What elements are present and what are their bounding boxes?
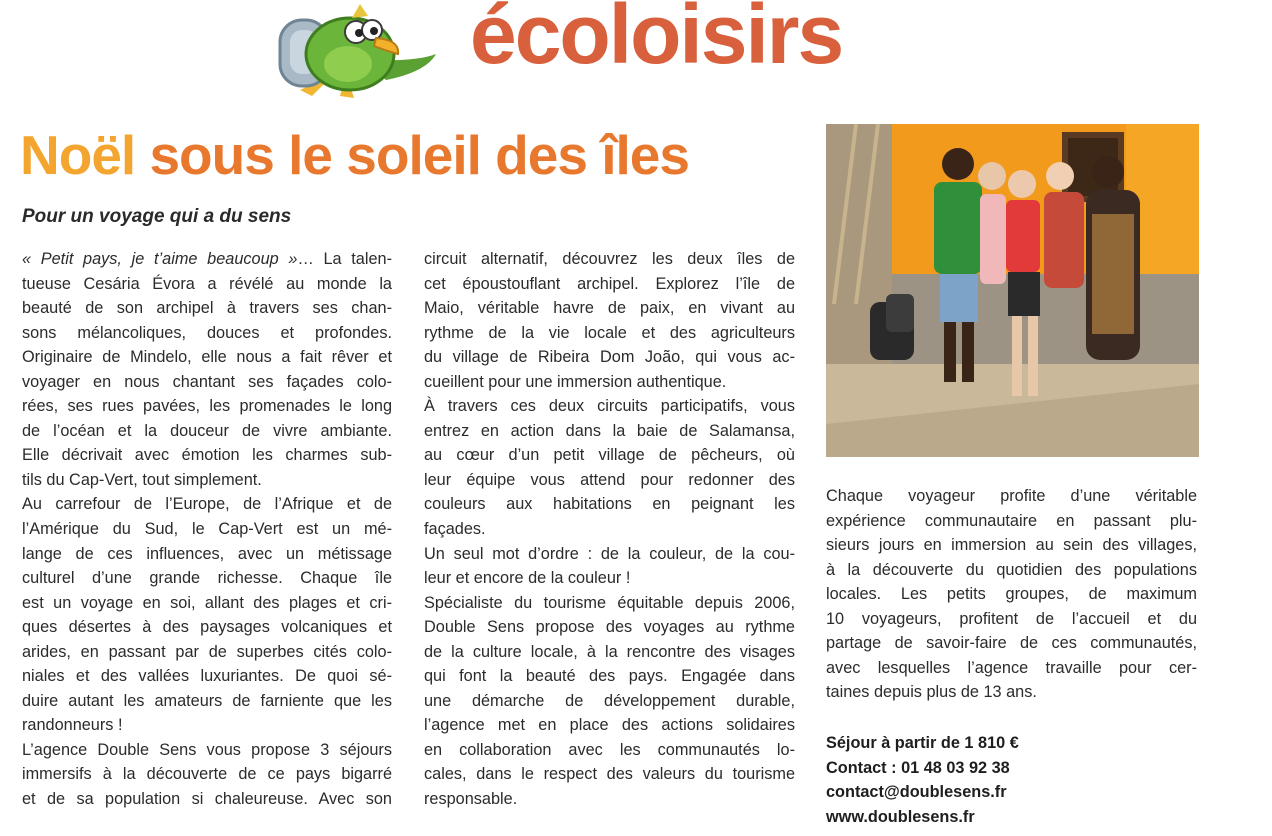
- text-line: locales. Les petits groupes, de maximum: [826, 585, 1197, 604]
- text-line: de l’océan et la douceur de vivre ambiante.: [22, 421, 392, 440]
- text-line: voyager en nous chantant ses façades colo-: [22, 372, 392, 391]
- text-line: rées, ses rues pavées, les promenades le long: [22, 397, 392, 416]
- text-line: en collaboration avec les communautés lo-: [424, 740, 795, 759]
- website-link[interactable]: www.doublesens.fr: [826, 807, 975, 826]
- text-line: à la découverte du quotidien des populations: [826, 560, 1197, 579]
- phone-info: Contact : 01 48 03 92 38: [826, 758, 1010, 777]
- text-line: tils du Cap-Vert, tout simplement.: [22, 470, 262, 489]
- article-subtitle: Pour un voyage qui a du sens: [22, 206, 292, 227]
- text-line: 10 voyageurs, profitent de l’accueil et du: [826, 609, 1197, 628]
- text-line: niales et des vallées luxuriantes. De quoi sé-: [22, 667, 392, 686]
- text-line: une démarche de développement durable,: [424, 691, 795, 710]
- text-line: partage de savoir-faire de ces communautés,: [826, 634, 1197, 653]
- article-column-3: [826, 484, 1197, 705]
- headline-word-noel: Noël: [20, 124, 136, 186]
- text-line: ques désertes à des paysages volcaniques et: [22, 618, 392, 637]
- text-line: rythme de la vie locale et des agriculteurs: [424, 323, 795, 342]
- article-column-1: [22, 247, 392, 812]
- headline-rest: sous le soleil des îles: [149, 124, 689, 186]
- bird-mascot-logo: [276, 0, 448, 102]
- text-line: L’agence Double Sens vous propose 3 séjours: [22, 740, 392, 759]
- text-line: cales, dans le respect des valeurs du tourisme: [424, 765, 795, 784]
- text-line: duire autant les amateurs de farniente que les: [22, 691, 392, 710]
- text-line: Maio, véritable havre de paix, en vivant au: [424, 299, 795, 318]
- magazine-section-title: écoloisirs: [470, 0, 843, 81]
- text-line: couleurs aux habitations en peignant les: [424, 495, 795, 514]
- text-line: culturel d’une grande richesse. Chaque île: [22, 569, 392, 588]
- text-line: Spécialiste du tourisme équitable depuis 2006,: [424, 593, 795, 612]
- text-line: l’Amérique du Sud, le Cap-Vert est un mé-: [22, 520, 392, 539]
- group-photo: [826, 124, 1199, 457]
- text-line: lange de ces influences, avec un métissage: [22, 544, 392, 563]
- text-line: responsable.: [424, 790, 518, 809]
- price-info: Séjour à partir de 1 810 €: [826, 734, 1019, 752]
- text-line: de la culture locale, à la rencontre des visages: [424, 642, 795, 661]
- text-line: immersifs à la découverte de ce pays bigarré: [22, 765, 392, 784]
- text-line: tueuse Cesária Évora a révélé au monde la: [22, 274, 392, 293]
- text-line: Au carrefour de l’Europe, de l’Afrique et de: [22, 495, 392, 514]
- text-line: sieurs jours en immersion au sein des villages,: [826, 536, 1197, 555]
- article-column-2: [424, 247, 795, 812]
- text-line: est un voyage en soi, allant des plages et cri-: [22, 593, 392, 612]
- text-line: entrez en action dans la baie de Salamansa,: [424, 421, 795, 440]
- text-line: au cœur d’un petit village de pêcheurs, où: [424, 446, 795, 465]
- text-line: expérience communautaire en passant plu-: [826, 511, 1197, 530]
- text-line: Un seul mot d’ordre : de la couleur, de la cou-: [424, 544, 795, 563]
- text-line: « Petit pays, je t’aime beaucoup »… La talen-: [22, 250, 392, 268]
- text-line: Chaque voyageur profite d’une véritable: [826, 487, 1197, 505]
- text-line: leur et encore de la couleur !: [424, 569, 631, 588]
- article-headline: [20, 124, 689, 186]
- text-line: cet époustouflant archipel. Explorez l’île de: [424, 274, 795, 293]
- text-line: façades.: [424, 520, 486, 539]
- contact-block: [826, 731, 1019, 829]
- text-line: et de sa population si chaleureuse. Avec son: [22, 790, 392, 809]
- text-line: arides, en passant par de superbes cités colo-: [22, 642, 392, 661]
- text-line: randonneurs !: [22, 716, 123, 735]
- text-line: taines depuis plus de 13 ans.: [826, 683, 1037, 702]
- text-line: Double Sens propose des voyages au rythme: [424, 618, 795, 637]
- text-line: qui font la beauté des pays. Engagée dans: [424, 667, 795, 686]
- text-line: Elle décrivait avec émotion les charmes sub-: [22, 446, 392, 465]
- text-line: À travers ces deux circuits participatifs, vous: [424, 397, 795, 416]
- email-link[interactable]: contact@doublesens.fr: [826, 783, 1007, 801]
- text-line: circuit alternatif, découvrez les deux îles de: [424, 250, 795, 268]
- text-line: leur équipe vous attend pour redonner des: [424, 470, 795, 489]
- text-line: Originaire de Mindelo, elle nous a fait rêver et: [22, 348, 392, 367]
- text-line: l’agence met en place des actions solidaires: [424, 716, 795, 735]
- text-line: sons mélancoliques, douces et profondes.: [22, 323, 392, 342]
- text-line: beauté de son archipel à travers ses chan-: [22, 299, 392, 318]
- text-line: avec lesquelles l’agence travaille pour cer-: [826, 658, 1197, 677]
- text-line: cueillent pour une immersion authentique.: [424, 372, 727, 391]
- text-line: du village de Ribeira Dom João, qui vous ac-: [424, 348, 795, 367]
